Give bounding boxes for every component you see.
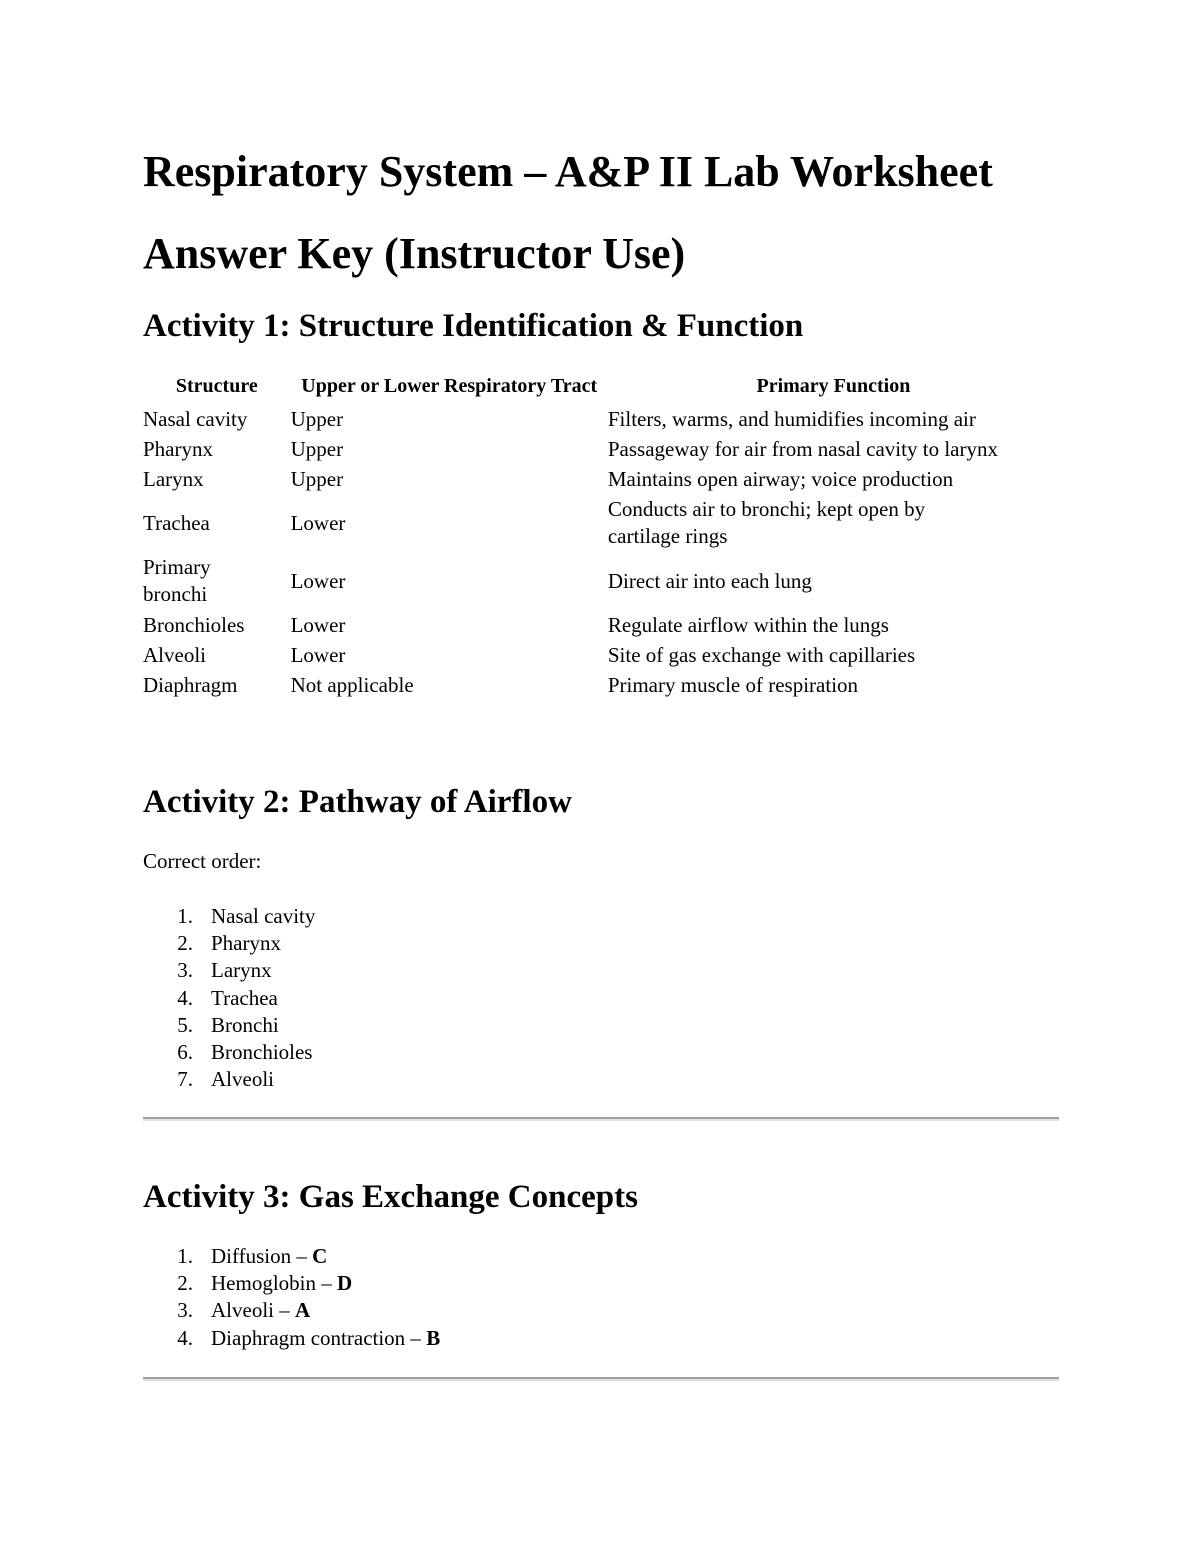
table-header-row [143,370,1059,404]
list-number: 2. [177,1271,193,1296]
document-subtitle: Answer Key (Instructor Use) [143,229,686,278]
list-text: Pharynx [211,931,281,956]
answer-letter: B [426,1325,441,1350]
cell-structure: Alveoli [143,642,206,667]
list-number: 1. [177,1244,193,1268]
list-number: 3. [177,1298,193,1323]
table-row [143,640,1059,670]
list-text: Bronchioles [211,1040,313,1065]
activity1-heading: Activity 1: Structure Identification & Function [143,308,804,344]
table-row [143,610,1059,640]
table-row [143,434,1059,464]
list-number: 7. [177,1067,193,1092]
cell-structure: Larynx [143,466,204,491]
answer-letter: D [337,1271,353,1296]
list-item [143,930,315,957]
cell-function: Direct air into each lung [607,568,812,593]
list-text: Nasal cavity [211,904,316,928]
cell-function: Maintains open airway; voice production [607,466,954,491]
list-text: Bronchi [211,1012,279,1037]
cell-tract: Lower [290,642,346,667]
list-text: Larynx [211,958,272,983]
cell-function: Passageway for air from nasal cavity to larynx [607,436,998,461]
list-item [143,957,315,984]
structure-function-table [143,370,1059,700]
table-row [143,464,1059,494]
table-row [143,670,1059,700]
list-number: 5. [177,1012,193,1037]
cell-function: Site of gas exchange with capillaries [607,642,916,667]
correct-order-label: Correct order: [143,849,262,873]
list-item [143,1243,440,1270]
cell-function: Primary muscle of respiration [607,672,859,697]
answer-letter: C [312,1244,328,1268]
answer-letter: A [295,1298,311,1323]
cell-function: Regulate airflow within the lungs [607,612,889,637]
list-item [143,1012,315,1039]
cell-structure-text: Primary bronchi [143,555,211,606]
cell-tract: Lower [290,510,346,535]
list-item [143,1270,440,1297]
cell-structure [143,552,291,610]
list-number: 4. [177,985,193,1010]
header-tract [291,370,608,404]
cell-tract: Lower [290,568,346,593]
activity3-heading: Activity 3: Gas Exchange Concepts [143,1179,638,1215]
header-tract-label: Upper or Lower Respiratory Tract [301,375,598,397]
list-text: Trachea [211,985,278,1010]
table-row [143,404,1059,434]
document-title: Respiratory System – A&P II Lab Worksheet [143,147,993,196]
cell-structure: Pharynx [143,436,213,461]
cell-function: Conducts air to bronchi; kept open by cartilage rings [607,497,926,548]
cell-tract: Upper [290,406,344,431]
header-function: Primary Function [756,375,911,397]
answer-term: Diffusion – [211,1244,313,1268]
table-row [143,552,1059,610]
list-item [143,1325,440,1352]
answer-term: Diaphragm contraction – [211,1325,427,1350]
cell-structure: Bronchioles [143,612,245,637]
horizontal-divider [143,1377,1059,1381]
answer-term: Hemoglobin – [211,1271,337,1296]
activity2-heading: Activity 2: Pathway of Airflow [143,784,572,820]
cell-tract: Not applicable [290,672,414,697]
cell-structure: Nasal cavity [143,406,248,431]
list-text: Alveoli [211,1067,274,1092]
horizontal-divider [143,1117,1059,1121]
list-item [143,1039,315,1066]
gas-exchange-answer-list [143,1243,440,1352]
list-item [143,985,315,1012]
answer-term: Alveoli – [211,1298,295,1323]
header-structure: Structure [175,375,258,397]
cell-function: Filters, warms, and humidifies incoming air [607,406,976,431]
cell-tract: Lower [290,612,346,637]
list-number: 6. [177,1040,193,1065]
list-item [143,903,315,930]
list-item [143,1066,315,1093]
airflow-pathway-list [143,903,315,1093]
list-number: 1. [177,904,193,928]
list-number: 3. [177,958,193,983]
list-number: 4. [177,1325,193,1350]
cell-structure: Trachea [143,510,210,535]
list-number: 2. [177,931,193,956]
cell-structure: Diaphragm [143,672,238,697]
list-item [143,1297,440,1324]
table-row [143,494,1059,552]
cell-tract: Upper [290,436,344,461]
cell-tract: Upper [290,466,344,491]
